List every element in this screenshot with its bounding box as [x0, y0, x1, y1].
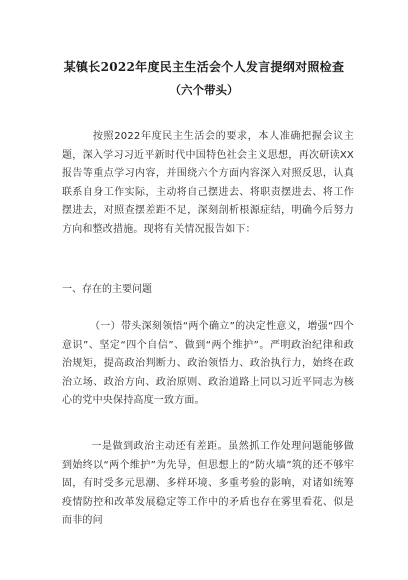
body-paragraph: 一是做到政治主动还有差距。虽然抓工作处理问题能够做到始终以“两个维护”为先导，但思想上的“防火墙”筑的还不够牢固，有时受多元思潮、多样环境、多重考验的影响，对诸如统筹疫情防控和改革发展稳定等工作中的矛盾也存在雾里看花、似是而非的问: [62, 441, 355, 526]
sub-point-paragraph: （一）带头深刻领悟“两个确立”的决定性意义，增强“四个意识”、坚定“四个自信”、做到“两个维护”。严明政治纪律和政治规矩，提高政治判断力、政治领悟力、政治执行力，始终在政治立场、政治方向、政治原则、政治道路上同以习近平同志为核心的党中央保持高度一致方面。: [62, 321, 354, 406]
document-title: 某镇长2022年度民主生活会个人发言提纲对照检查: [63, 60, 345, 74]
section-heading: 一、存在的主要问题: [62, 284, 152, 295]
intro-paragraph: 按照2022年度民主生活会的要求，本人准确把握会议主题，深入学习习近平新时代中国特色社会主义思想，再次研读XX报告等重点学习内容，并围绕六个方面内容深入对照反思，认真联系自身工作实际，主动将自己摆进去、将职责摆进去、将工作摆进去，对照查摆差距不足，深刻剖析根源症结，明确今后努力方向和整改措施。现将有关情况报告如下：: [62, 131, 355, 235]
document-subtitle: （六个带头）: [169, 83, 239, 97]
